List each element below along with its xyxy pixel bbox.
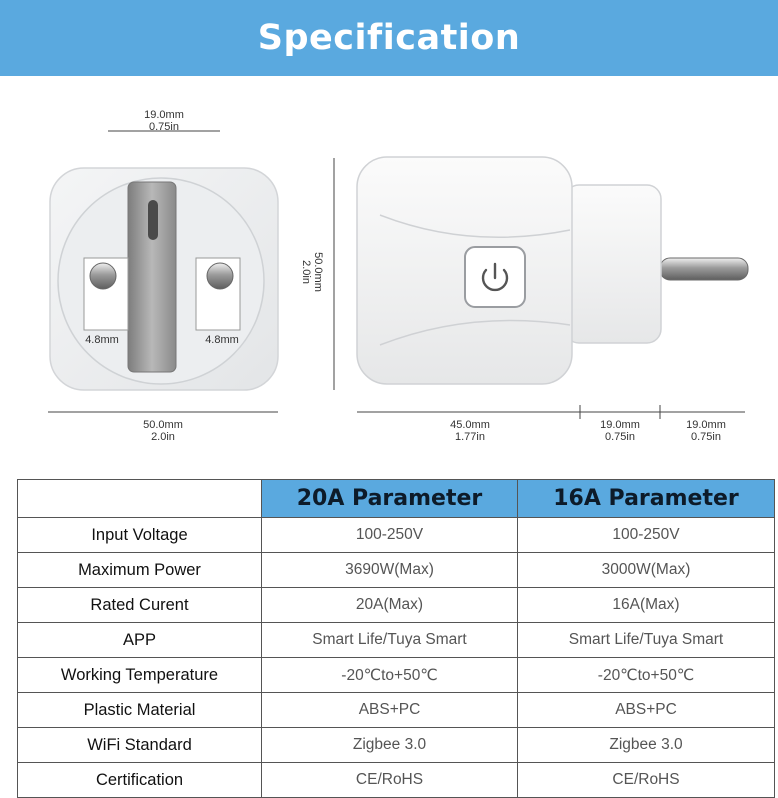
row-value-16a: 16A(Max) xyxy=(518,588,775,623)
body-dim-in: 0.75in xyxy=(605,431,635,443)
row-value-20a: 20A(Max) xyxy=(262,588,518,623)
header-16a: 16A Parameter xyxy=(518,480,775,518)
product-diagram xyxy=(0,90,778,460)
row-value-20a: Zigbee 3.0 xyxy=(262,728,518,763)
spec-banner xyxy=(0,0,778,76)
height-dim-in: 2.0in xyxy=(300,260,312,284)
height-dimension xyxy=(300,158,334,390)
row-label: Rated Curent xyxy=(18,588,262,623)
body-dim-mm: 19.0mm xyxy=(600,419,640,431)
row-value-16a: 3000W(Max) xyxy=(518,553,775,588)
plug-front-view xyxy=(50,168,278,390)
spec-table xyxy=(17,479,775,798)
table-row xyxy=(18,518,775,553)
top-dim-in: 0.75in xyxy=(149,121,179,133)
row-label: Certification xyxy=(18,763,262,798)
table-row xyxy=(18,588,775,623)
row-label: Input Voltage xyxy=(18,518,262,553)
page-title: Specification xyxy=(257,18,521,58)
plug-side-view xyxy=(357,157,748,384)
width-dimension xyxy=(48,412,278,443)
header-blank xyxy=(18,480,262,518)
depth-dim-mm: 45.0mm xyxy=(450,419,490,431)
row-value-20a: 100-250V xyxy=(262,518,518,553)
width-dim-in: 2.0in xyxy=(151,431,175,443)
width-dim-mm: 50.0mm xyxy=(143,419,183,431)
row-value-16a: Zigbee 3.0 xyxy=(518,728,775,763)
row-value-20a: ABS+PC xyxy=(262,693,518,728)
table-row xyxy=(18,623,775,658)
row-value-16a: 100-250V xyxy=(518,518,775,553)
table-row xyxy=(18,658,775,693)
row-value-16a: Smart Life/Tuya Smart xyxy=(518,623,775,658)
table-row xyxy=(18,693,775,728)
table-header-row xyxy=(18,480,775,518)
table-row xyxy=(18,728,775,763)
row-label: Plastic Material xyxy=(18,693,262,728)
depth-dim-in: 1.77in xyxy=(455,431,485,443)
pin-right-dim: 4.8mm xyxy=(205,334,239,346)
row-value-20a: 3690W(Max) xyxy=(262,553,518,588)
pin-length-mm: 19.0mm xyxy=(686,419,726,431)
row-label: Maximum Power xyxy=(18,553,262,588)
row-value-16a: ABS+PC xyxy=(518,693,775,728)
row-value-20a: CE/RoHS xyxy=(262,763,518,798)
row-label: WiFi Standard xyxy=(18,728,262,763)
row-label: APP xyxy=(18,623,262,658)
top-dimension xyxy=(108,109,220,133)
table-row xyxy=(18,553,775,588)
pin-length-in: 0.75in xyxy=(691,431,721,443)
row-value-16a: -20℃to+50℃ xyxy=(518,658,775,693)
row-value-20a: Smart Life/Tuya Smart xyxy=(262,623,518,658)
row-label: Working Temperature xyxy=(18,658,262,693)
depth-dimension xyxy=(357,405,745,443)
height-dim-mm: 50.0mm xyxy=(312,252,324,292)
header-20a: 20A Parameter xyxy=(262,480,518,518)
top-dim-mm: 19.0mm xyxy=(144,109,184,121)
row-value-20a: -20℃to+50℃ xyxy=(262,658,518,693)
table-row xyxy=(18,763,775,798)
pin-left-dim: 4.8mm xyxy=(85,334,119,346)
row-value-16a: CE/RoHS xyxy=(518,763,775,798)
